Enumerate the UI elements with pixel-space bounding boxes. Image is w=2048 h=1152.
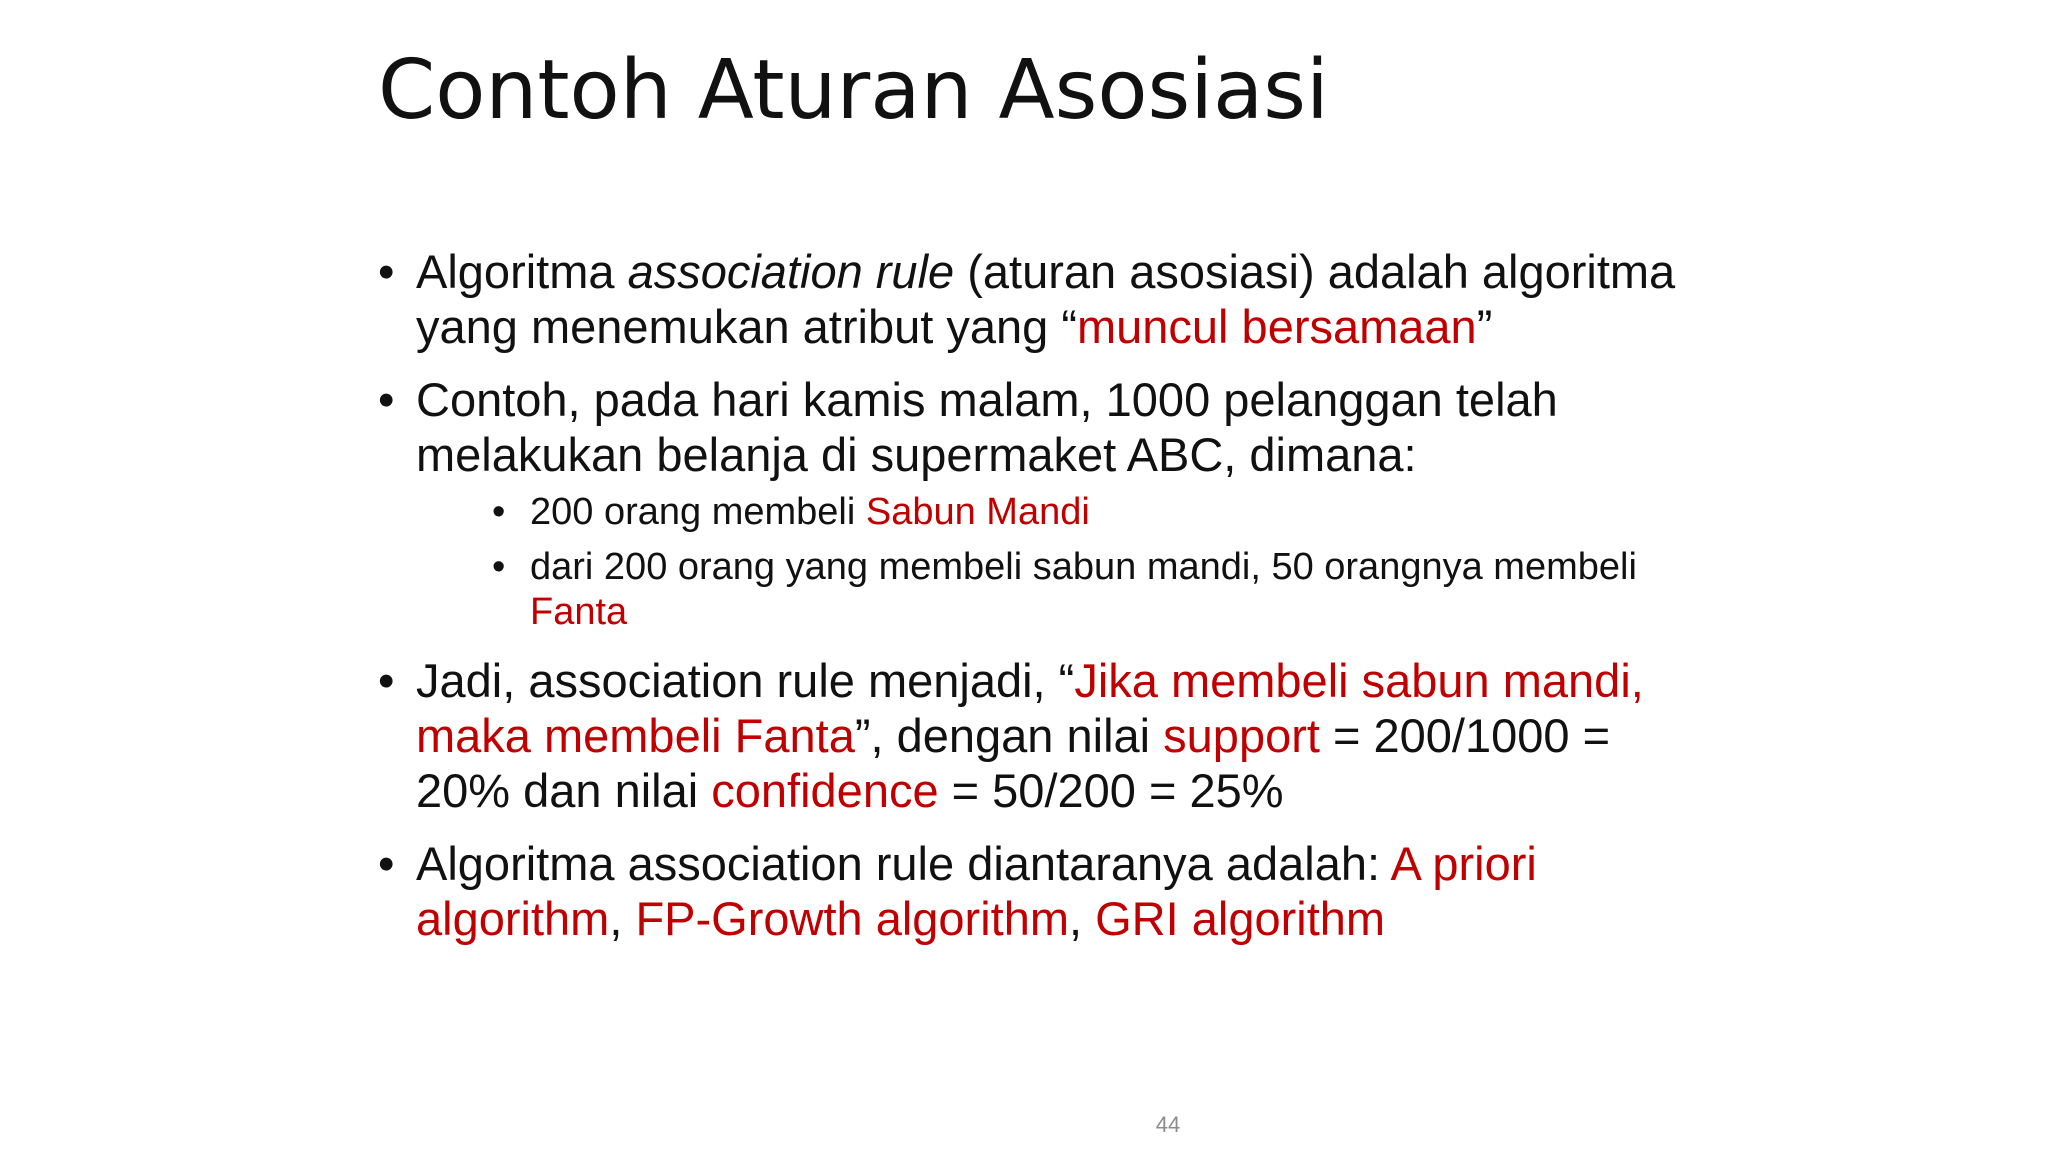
bullet-marker: • [378, 245, 395, 298]
bullet-text [416, 245, 1675, 353]
bullet-text: Contoh, pada hari kamis malam, 1000 pelanggan telah melakukan belanja di supermaket ABC, dimana: [416, 373, 1558, 481]
bullet-item-rule [378, 653, 1678, 818]
highlight-term: GRI algorithm [1095, 892, 1386, 945]
text-segment: dari 200 orang yang membeli sabun mandi, 50 orangnya membeli [530, 546, 1637, 588]
highlight-term: Jika membeli sabun mandi, maka membeli Fanta [416, 654, 1644, 762]
text-segment: (aturan asosiasi) adalah algoritma yang menemukan atribut yang “ [416, 245, 1676, 353]
sub-bullet-text [530, 546, 1637, 633]
sub-bullet-item [492, 545, 1678, 635]
text-segment: Jadi, association rule menjadi, “ [416, 654, 1075, 707]
text-segment: ” [1476, 300, 1493, 353]
bullet-marker: • [378, 654, 395, 707]
bullet-marker: • [378, 373, 395, 426]
highlight-term: confidence [711, 764, 939, 817]
text-segment: Algoritma [416, 245, 628, 298]
highlight-term: A priori algorithm [416, 837, 1537, 945]
slide-body [378, 244, 1678, 964]
bullet-marker: • [378, 837, 395, 890]
italic-term: association rule [627, 245, 955, 298]
highlight-term: support [1163, 709, 1320, 762]
text-segment: , [1069, 892, 1096, 945]
highlight-term: Sabun Mandi [865, 491, 1090, 533]
bullet-item-example [378, 372, 1678, 635]
text-segment: ”, dengan nilai [854, 709, 1164, 762]
highlight-term: muncul bersamaan [1076, 300, 1477, 353]
sub-bullet-list [416, 490, 1678, 635]
bullet-item-definition [378, 244, 1678, 354]
text-segment: = 200/1000 = 20% dan nilai [416, 709, 1611, 817]
bullet-text [416, 837, 1537, 945]
bullet-item-algorithms [378, 836, 1678, 946]
text-segment: Algoritma association rule diantaranya adalah: [416, 837, 1391, 890]
text-segment: 200 orang membeli [530, 491, 866, 533]
bullet-text [416, 654, 1644, 817]
slide-number: 44 [1155, 1112, 1181, 1137]
text-segment: = 50/200 = 25% [938, 764, 1284, 817]
bullet-marker: • [492, 546, 506, 588]
sub-bullet-text [530, 491, 1090, 533]
highlight-term: FP-Growth algorithm [635, 892, 1069, 945]
sub-bullet-item [492, 490, 1678, 535]
slide-title: Contoh Aturan Asosiasi [378, 43, 1329, 138]
text-segment: , [609, 892, 636, 945]
highlight-term: Fanta [530, 591, 628, 633]
bullet-marker: • [492, 491, 506, 533]
